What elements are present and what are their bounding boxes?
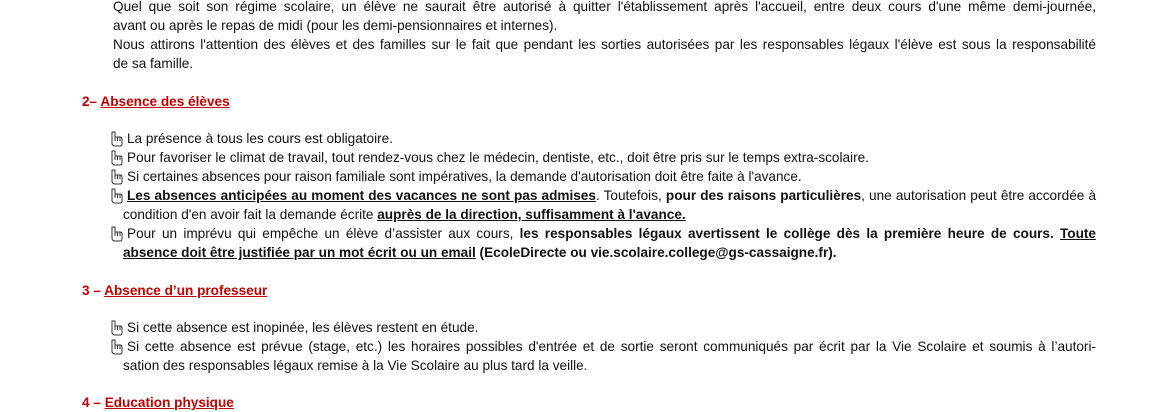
- section-3-title: Absence d’un professeur: [104, 283, 268, 298]
- hand-pointing-icon: [110, 188, 123, 204]
- list-item: Pour favoriser le climat de travail, tout rendez-vous chez le médecin, dentiste, etc., doit être pris sur le temps extra-scolaire.: [127, 150, 869, 165]
- intro-line-4: de sa famille.: [113, 56, 194, 71]
- section-3-number: 3 –: [82, 283, 105, 298]
- item-emphasis: Toute: [1060, 226, 1096, 241]
- section-4-heading: [82, 393, 234, 412]
- intro-line-2: avant ou après le repas de midi (pour les demi-pensionnaires et internes).: [113, 18, 558, 33]
- hand-pointing-icon: [110, 131, 123, 147]
- list-item: [127, 186, 1096, 205]
- list-item-continuation: [123, 243, 1096, 262]
- item-emphasis: les responsables légaux avertissent le collège dès la première heure de cours.: [519, 226, 1054, 241]
- item-emphasis: pour des raisons particulières: [665, 188, 862, 203]
- list-item: Si cette absence est prévue (stage, etc.) les horaires possibles d'entrée et de sortie seront communiqués par écrit par la Vie Scolaire et soumis à l’autori-: [127, 339, 1096, 354]
- intro-line-1: Quel que soit son régime scolaire, un élève ne saurait être autorisé à quitter l'établissement après l'accueil, entre deux cours d'une même demi-journée,: [113, 0, 1096, 14]
- section-3-heading: [82, 281, 267, 300]
- item-text: condition d'en avoir fait la demande écrite: [123, 207, 378, 222]
- item-text: . Toutefois,: [595, 188, 666, 203]
- section-2-title: Absence des élèves: [100, 94, 230, 109]
- section-4-title: Education physique: [104, 395, 234, 410]
- list-item-continuation: [123, 205, 1096, 224]
- section-2-heading: [82, 92, 230, 111]
- item-text: , une autorisation peut être accordée à: [861, 188, 1097, 203]
- hand-pointing-icon: [110, 150, 123, 166]
- item-emphasis: absence doit être justifiée par un mot écrit ou un email: [123, 245, 476, 260]
- section-4-number: 4 –: [82, 395, 105, 410]
- section-2-number: 2–: [82, 94, 101, 109]
- list-item: Si certaines absences pour raison familiale sont impératives, la demande d'autorisation doit être faite à l'avance.: [127, 169, 802, 184]
- item-text: Pour un imprévu qui empêche un élève d’assister aux cours,: [127, 226, 520, 241]
- item-emphasis: Les absences anticipées au moment des vacances ne sont pas admises: [127, 188, 596, 203]
- hand-pointing-icon: [110, 320, 123, 336]
- hand-pointing-icon: [110, 226, 123, 242]
- item-contact: (EcoleDirecte ou vie.scolaire.college@gs-cassaigne.fr).: [475, 245, 837, 260]
- list-item: Si cette absence est inopinée, les élèves restent en étude.: [127, 320, 479, 335]
- list-item-continuation: sation des responsables légaux remise à la Vie Scolaire au plus tard la veille.: [123, 358, 588, 373]
- hand-pointing-icon: [110, 339, 123, 355]
- intro-line-3: Nous attirons l'attention des élèves et des familles sur le fait que pendant les sorties autorisées par les responsables légaux l'élève est sous la responsabilité: [113, 37, 1096, 52]
- list-item: La présence à tous les cours est obligatoire.: [127, 131, 393, 146]
- list-item: [127, 224, 1096, 243]
- hand-pointing-icon: [110, 169, 123, 185]
- item-emphasis: auprès de la direction, suffisamment à l'avance.: [377, 207, 686, 222]
